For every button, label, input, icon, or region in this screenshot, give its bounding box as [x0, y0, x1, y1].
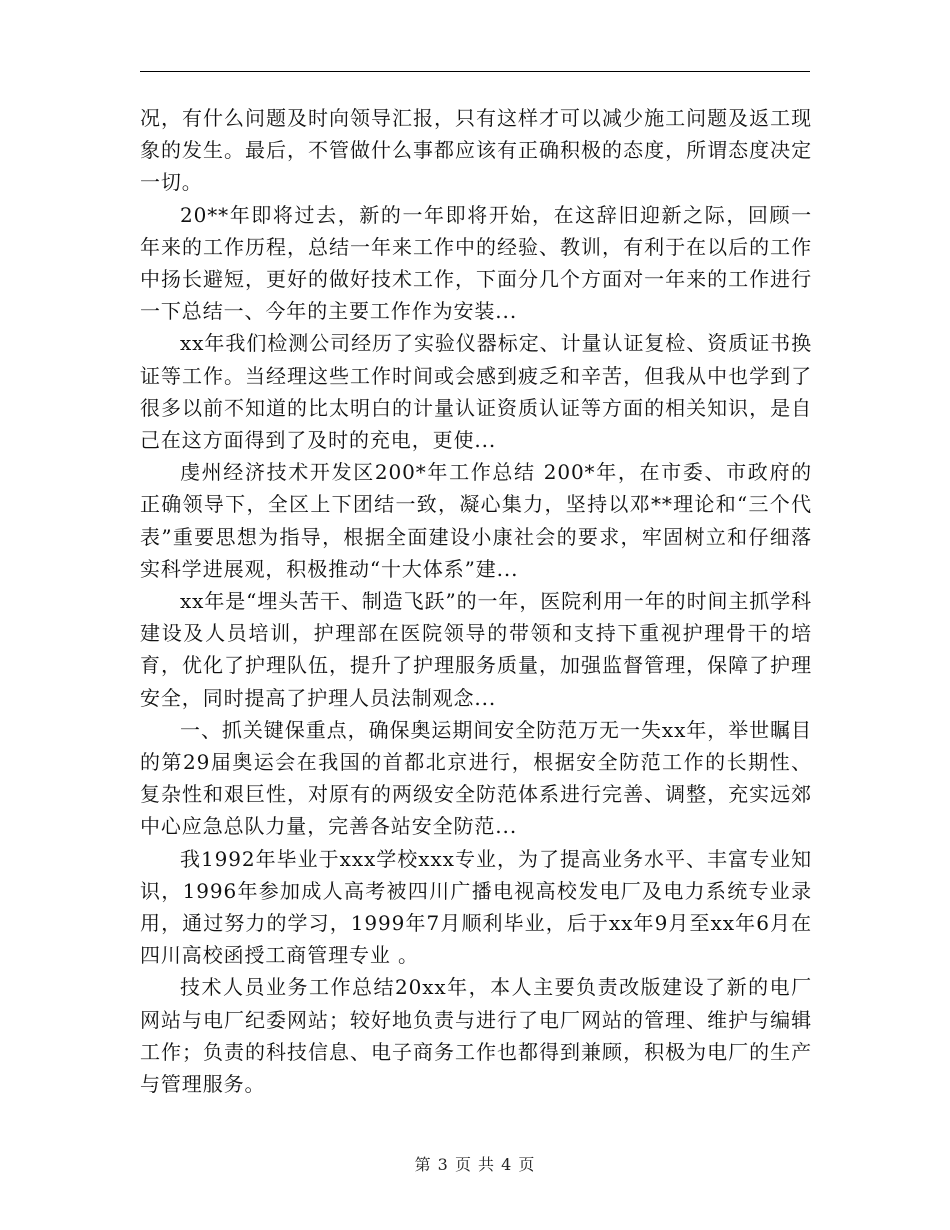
paragraph: 况，有什么问题及时向领导汇报，只有这样才可以减少施工问题及返工现象的发生。最后，不管做什么事都应该有正确积极的态度，所谓态度决定一切。 [140, 106, 812, 195]
paragraph: xx年我们检测公司经历了实验仪器标定、计量认证复检、资质证书换证等工作。当经理这些工作时间或会感到疲乏和辛苦，但我从中也学到了很多以前不知道的比太明白的计量认证资质认证等方面的相关知识，是自己在这方面得到了及时的充电，更使... [140, 331, 812, 453]
paragraph: 一、抓关键保重点，确保奥运期间安全防范万无一失xx年，举世瞩目的第29届奥运会在我国的首都北京进行，根据安全防范工作的长期性、复杂性和艰巨性，对原有的两级安全防范体系进行完善、调整，充实远郊中心应急总队力量，完善各站安全防范... [140, 717, 812, 839]
header-rule [140, 71, 810, 72]
paragraph: 虔州经济技术开发区200*年工作总结 200*年，在市委、市政府的正确领导下，全区上下团结一致，凝心集力，坚持以邓**理论和“三个代表”重要思想为指导，根据全面建设小康社会的要求，牢固树立和仔细落实科学进展观，积极推动“十大体系”建... [140, 460, 812, 581]
paragraph: 技术人员业务工作总结20xx年，本人主要负责改版建设了新的电厂网站与电厂纪委网站；较好地负责与进行了电厂网站的管理、维护与编辑工作；负责的科技信息、电子商务工作也都得到兼顾，积极为电厂的生产与管理服务。 [140, 975, 812, 1097]
paragraph: 20**年即将过去，新的一年即将开始，在这辞旧迎新之际，回顾一年来的工作历程，总结一年来工作中的经验、教训，有利于在以后的工作中扬长避短，更好的做好技术工作，下面分几个方面对一年来的工作进行一下总结一、今年的主要工作作为安装... [140, 202, 812, 324]
document-body [140, 102, 812, 1100]
paragraph: xx年是“埋头苦干、制造飞跃”的一年，医院利用一年的时间主抓学科建设及人员培训，护理部在医院领导的带领和支持下重视护理骨干的培育，优化了护理队伍，提升了护理服务质量，加强监督管理，保障了护理安全，同时提高了护理人员法制观念... [140, 589, 812, 710]
page-number-footer: 第 3 页 共 4 页 [414, 1155, 536, 1174]
paragraph: 我1992年毕业于xxx学校xxx专业，为了提高业务水平、丰富专业知识，1996年参加成人高考被四川广播电视高校发电厂及电力系统专业录用，通过努力的学习，1999年7月顺利毕业，后于xx年9月至xx年6月在四川高校函授工商管理专业 。 [140, 846, 812, 968]
